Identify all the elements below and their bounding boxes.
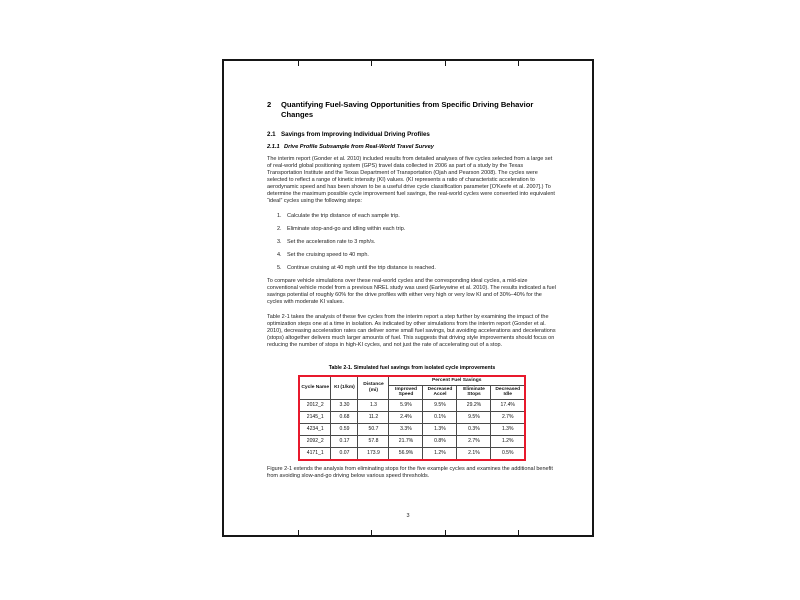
list-item-text: Set the acceleration rate to 3 mph/s. — [287, 239, 376, 245]
subsubsection-title: Drive Profile Subsample from Real-World Travel Survey — [284, 144, 434, 150]
cell-decreased-accel: 0.1% — [423, 411, 457, 423]
cell-decreased-idle: 2.7% — [491, 411, 525, 423]
list-item-number: 5. — [277, 265, 282, 271]
cell-cycle-name: 2145_1 — [299, 411, 331, 423]
crop-mark-tick — [298, 530, 299, 535]
cell-improved-speed: 3.3% — [389, 423, 423, 435]
cell-decreased-accel: 9.5% — [423, 399, 457, 411]
cell-distance: 50.7 — [358, 423, 389, 435]
cell-eliminate-stops: 29.2% — [457, 399, 491, 411]
subsubsection-heading — [267, 144, 557, 151]
column-header-decreased-idle: Decreased Idle — [491, 385, 525, 399]
column-header-ki: KI (1/km) — [331, 376, 358, 399]
subsection-heading — [267, 131, 557, 138]
cell-distance: 57.8 — [358, 435, 389, 447]
cell-distance: 1.3 — [358, 399, 389, 411]
list-item — [277, 239, 557, 246]
crop-mark-tick — [518, 530, 519, 535]
subsubsection-number: 2.1.1 — [267, 144, 280, 150]
cell-improved-speed: 2.4% — [389, 411, 423, 423]
list-item-text: Continue cruising at 40 mph until the trip distance is reached. — [287, 265, 436, 271]
table-caption: Table 2-1. Simulated fuel savings from isolated cycle improvements — [328, 365, 496, 371]
column-header-improved-speed: Improved Speed — [389, 385, 423, 399]
crop-mark-tick — [371, 61, 372, 66]
cell-eliminate-stops: 9.5% — [457, 411, 491, 423]
column-header-eliminate-stops: Eliminate Stops — [457, 385, 491, 399]
cell-decreased-idle: 1.3% — [491, 423, 525, 435]
column-header-decreased-accel: Decreased Accel — [423, 385, 457, 399]
paragraph-simulation-results: To compare vehicle simulations over these real-world cycles and the corresponding ideal cycles, a mid-size conventional vehicle model from a previous NREL study was used (Earleywine et al. 2010). The results indicated a fuel savings potential of roughly 60% for the drive profiles with either very high or very low KI and of 30%–40% for the cycles with moderate KI values. — [267, 278, 556, 305]
paragraph-figure-reference: Figure 2-1 extends the analysis from eliminating stops for the five example cycles and examines the additional benefit from avoiding slow-and-go driving below various speed thresholds. — [267, 465, 553, 479]
cell-improved-speed: 5.9% — [389, 399, 423, 411]
list-item-text: Set the cruising speed to 40 mph. — [287, 252, 369, 258]
list-item — [277, 265, 557, 272]
table-row — [299, 435, 525, 447]
cell-ki: 0.07 — [331, 447, 358, 460]
crop-mark-tick — [445, 530, 446, 535]
cell-ki: 3.30 — [331, 399, 358, 411]
fuel-savings-table — [298, 375, 526, 461]
list-item — [277, 252, 557, 259]
list-item — [277, 226, 557, 233]
column-header-distance: Distance (mi) — [358, 376, 389, 399]
cell-cycle-name: 2092_2 — [299, 435, 331, 447]
cell-ki: 0.17 — [331, 435, 358, 447]
list-item-text: Calculate the trip distance of each sample trip. — [287, 213, 400, 219]
subsection-number: 2.1 — [267, 131, 276, 138]
cell-decreased-idle: 0.5% — [491, 447, 525, 460]
document-page — [222, 59, 594, 537]
list-item-number: 2. — [277, 226, 282, 232]
paragraph-table-discussion: Table 2-1 takes the analysis of these five cycles from the interim report a step further by examining the impact of the optimization steps one at a time in isolation. As indicated by other simulations from the interim report (Gonder et al. 2010), decreasing acceleration rates can deliver some small fuel savings, but avoiding accelerations and decelerations (stops) altogether delivers much larger amounts of fuel. This suggests that driving style improvements should focus on reducing the number of stops in high-KI cycles, and not just the rate of accelerating out of a stop. — [267, 314, 556, 348]
table-row — [299, 411, 525, 423]
cell-improved-speed: 56.9% — [389, 447, 423, 460]
page-content — [267, 100, 557, 488]
table-row — [299, 423, 525, 435]
cell-decreased-accel: 0.8% — [423, 435, 457, 447]
cell-ki: 0.68 — [331, 411, 358, 423]
list-item-text: Eliminate stop-and-go and idling within each trip. — [287, 226, 406, 232]
section-heading — [267, 100, 557, 119]
paragraph-intro: The interim report (Gonder et al. 2010) included results from detailed analyses of five cycles selected from a large set of real-world global positioning system (GPS) travel data collected in 2006 as part of a study by the Texas Transportation Institute and the Texas Department of Transportation (Ojah and Pearson 2008). The cycles were selected to reflect a range of kinetic intensity (KI) values. (KI represents a ratio of characteristic acceleration to aerodynamic speed and has been shown to be a useful drive cycle classification parameter [O'Keefe et al. 2007].) To determine the maximum possible cycle improvement fuel savings, the real-world cycles were converted into equivalent “ideal” cycles using the following steps: — [267, 156, 555, 204]
crop-mark-tick — [298, 61, 299, 66]
page-number: 3 — [406, 513, 410, 519]
list-item-number: 4. — [277, 252, 282, 258]
column-header-cycle-name: Cycle Name — [299, 376, 331, 399]
crop-mark-tick — [445, 61, 446, 66]
cell-distance: 173.9 — [358, 447, 389, 460]
table-row — [299, 447, 525, 460]
cell-eliminate-stops: 2.7% — [457, 435, 491, 447]
crop-mark-tick — [371, 530, 372, 535]
cell-improved-speed: 21.7% — [389, 435, 423, 447]
section-number: 2 — [267, 100, 272, 109]
table-row — [299, 399, 525, 411]
cell-decreased-accel: 1.3% — [423, 423, 457, 435]
cell-decreased-accel: 1.2% — [423, 447, 457, 460]
list-item — [277, 213, 557, 220]
section-title: Quantifying Fuel-Saving Opportunities from Specific Driving Behavior Changes — [281, 100, 534, 119]
cell-distance: 11.2 — [358, 411, 389, 423]
table-header-row — [299, 376, 525, 385]
cell-decreased-idle: 17.4% — [491, 399, 525, 411]
column-group-header-percent-fuel-savings: Percent Fuel Savings — [389, 376, 525, 385]
cell-eliminate-stops: 2.1% — [457, 447, 491, 460]
cell-cycle-name: 4171_1 — [299, 447, 331, 460]
cell-decreased-idle: 1.2% — [491, 435, 525, 447]
cell-cycle-name: 2012_2 — [299, 399, 331, 411]
subsection-title: Savings from Improving Individual Driving Profiles — [281, 131, 430, 138]
list-item-number: 1. — [277, 213, 282, 219]
cell-cycle-name: 4234_1 — [299, 423, 331, 435]
list-item-number: 3. — [277, 239, 282, 245]
cell-eliminate-stops: 0.3% — [457, 423, 491, 435]
cell-ki: 0.59 — [331, 423, 358, 435]
steps-list — [277, 213, 557, 272]
crop-mark-tick — [518, 61, 519, 66]
